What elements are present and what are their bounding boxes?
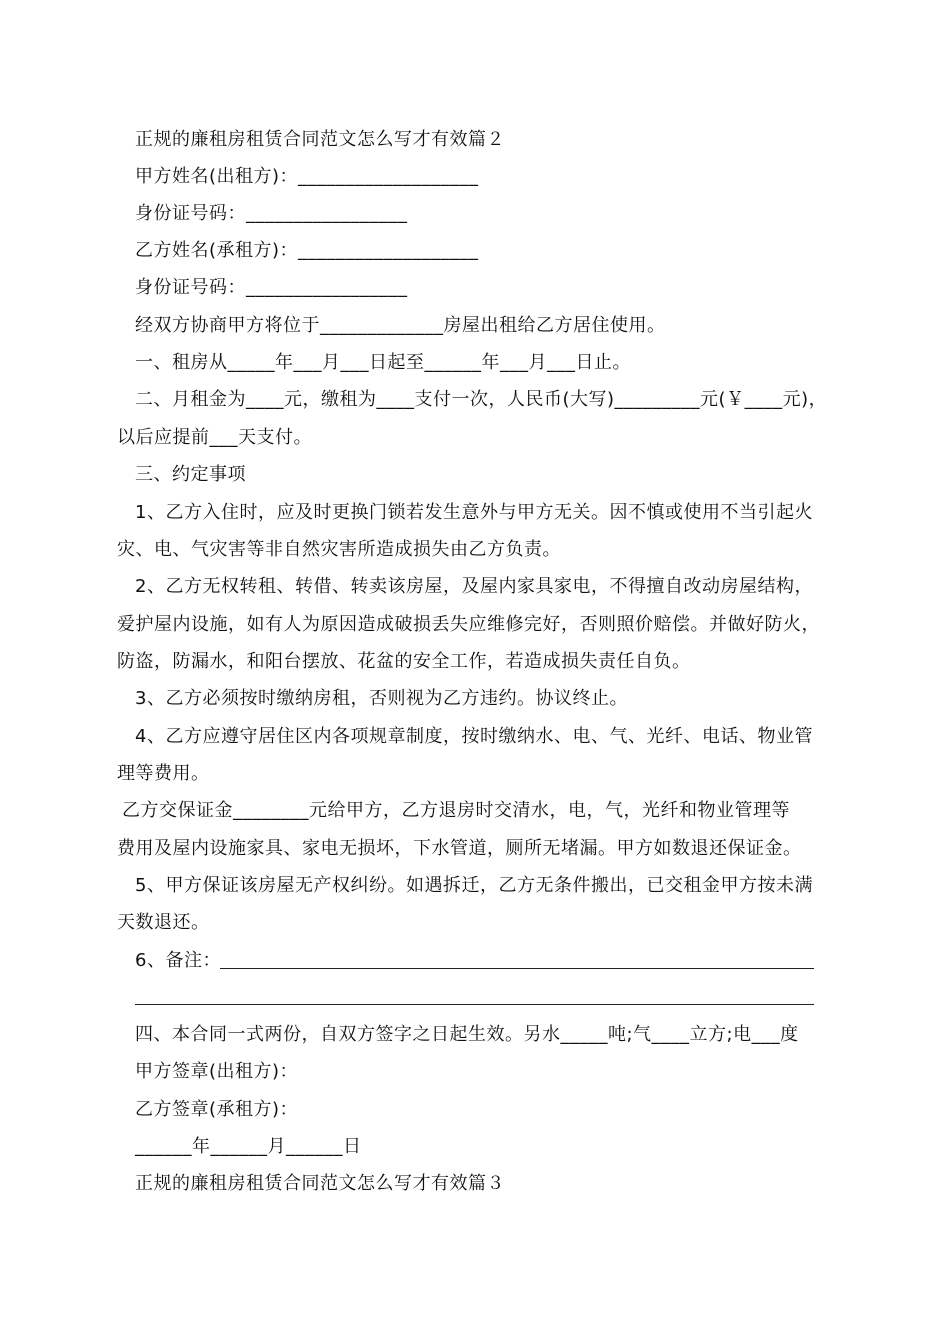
item-5-line-2: 天数退还。 — [117, 912, 210, 933]
clause-4-validity: 四、本合同一式两份，自双方签字之日起生效。另水_____吨;气____立方;电___度 — [135, 1024, 799, 1045]
item-2-line-1: 2、乙方无权转租、转借、转卖该房屋，及屋内家具家电，不得擅自改动房屋结构， — [135, 576, 813, 597]
item-4-line-2: 理等费用。 — [117, 763, 210, 784]
agreement-intro: 经双方协商甲方将位于_____________房屋出租给乙方居住使用。 — [135, 315, 666, 336]
item-5-line-1: 5、甲方保证该房屋无产权纠纷。如遇拆迁，乙方无条件搬出，已交租金甲方按未满 — [135, 875, 813, 896]
party-a-name-field: 甲方姓名(出租方)：___________________ — [135, 166, 479, 187]
item-2-line-2: 爱护屋内设施，如有人为原因造成破损丢失应维修完好，否则照价赔偿。并做好防火， — [117, 614, 820, 635]
item-3: 3、乙方必须按时缴纳房租，否则视为乙方违约。协议终止。 — [135, 688, 628, 709]
item-1-line-2: 灾、电、气灾害等非自然灾害所造成损失由乙方负责。 — [117, 539, 561, 560]
party-a-signature-label: 甲方签章(出租方)： — [135, 1061, 299, 1082]
signing-date-line: ______年______月______日 — [135, 1136, 362, 1157]
section-heading-2: 正规的廉租房租赁合同范文怎么写才有效篇２ — [135, 129, 505, 150]
deposit-line-2: 费用及屋内设施家具、家电无损坏，下水管道，厕所无堵漏。甲方如数退还保证金。 — [117, 838, 802, 859]
section-heading-3: 正规的廉租房租赁合同范文怎么写才有效篇３ — [135, 1173, 505, 1194]
clause-2-rent-line-2: 以后应提前___天支付。 — [117, 427, 312, 448]
item-4-line-1: 4、乙方应遵守居住区内各项规章制度，按时缴纳水、电、气、光纤、电话、物业管 — [135, 726, 813, 747]
party-b-name-field: 乙方姓名(承租方)：___________________ — [135, 240, 479, 261]
party-b-id-field: 身份证号码：_________________ — [135, 277, 408, 298]
item-6-remarks-label: 6、备注： — [135, 950, 221, 971]
party-a-id-field: 身份证号码：_________________ — [135, 203, 408, 224]
clause-3-title: 三、约定事项 — [135, 464, 246, 485]
item-1-line-1: 1、乙方入住时，应及时更换门锁若发生意外与甲方无关。因不慎或使用不当引起火 — [135, 502, 813, 523]
clause-2-rent-line-1: 二、月租金为____元，缴租为____支付一次，人民币(大写)_________元(￥____元)， — [135, 389, 828, 410]
remarks-blank-line-2 — [135, 1004, 814, 1005]
clause-1-term: 一、租房从_____年___月___日起至______年___月___日止。 — [135, 352, 631, 373]
party-b-signature-label: 乙方签章(承租方)： — [135, 1099, 299, 1120]
item-2-line-3: 防盗，防漏水，和阳台摆放、花盆的安全工作，若造成损失责任自负。 — [117, 651, 691, 672]
remarks-blank-line-1 — [220, 968, 814, 969]
deposit-line-1: 乙方交保证金________元给甲方，乙方退房时交清水，电，气，光纤和物业管理等 — [122, 800, 790, 821]
